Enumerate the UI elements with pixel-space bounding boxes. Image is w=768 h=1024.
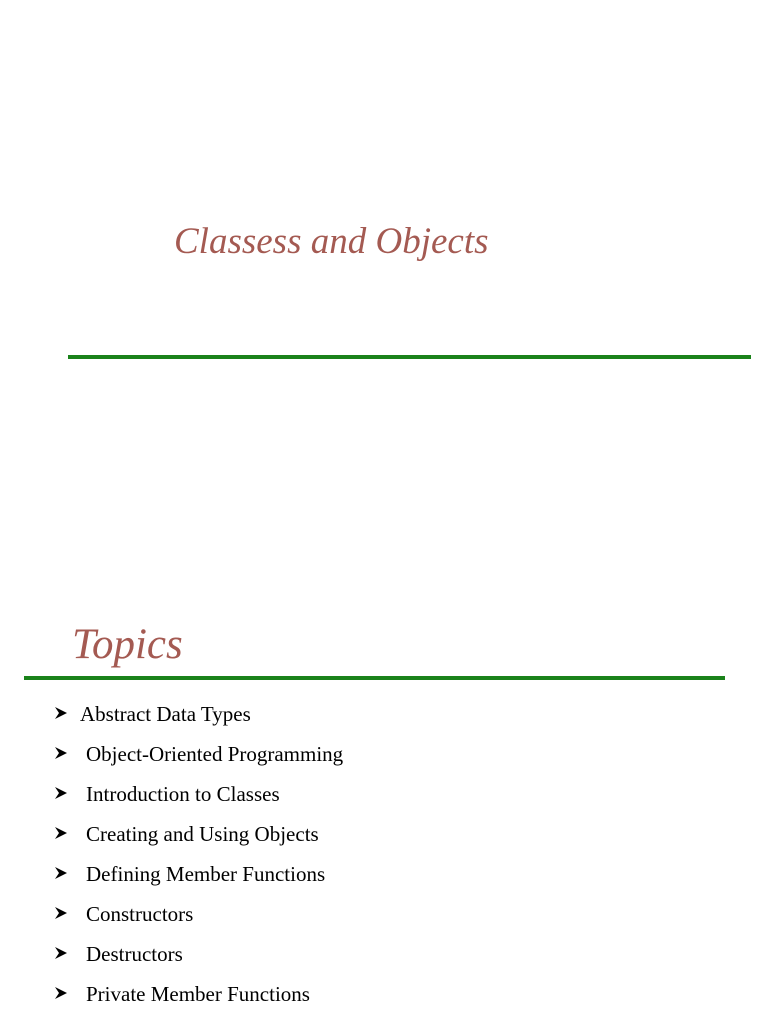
arrow-bullet-icon (54, 906, 68, 920)
topic-label: Introduction to Classes (86, 782, 280, 806)
topics-list (54, 701, 343, 1021)
section-title: Topics (72, 621, 183, 668)
arrow-bullet-icon (54, 786, 68, 800)
title-divider (68, 355, 751, 359)
topic-item (54, 861, 343, 901)
arrow-bullet-icon (54, 986, 68, 1000)
topic-label: Defining Member Functions (86, 862, 326, 886)
arrow-bullet-icon (54, 826, 68, 840)
topic-label: Constructors (86, 902, 194, 926)
topic-item (54, 941, 343, 981)
topic-item (54, 701, 343, 741)
topic-label: Destructors (86, 942, 183, 966)
arrow-bullet-icon (54, 746, 68, 760)
arrow-bullet-icon (54, 866, 68, 880)
topic-item (54, 741, 343, 781)
topic-label: Object-Oriented Programming (86, 742, 344, 766)
topic-item (54, 821, 343, 861)
section-divider (24, 676, 725, 680)
topic-label: Private Member Functions (86, 982, 310, 1006)
arrow-bullet-icon (54, 946, 68, 960)
slide-title: Classess and Objects (174, 221, 489, 262)
topic-label: Abstract Data Types (80, 702, 251, 726)
topic-item (54, 781, 343, 821)
topic-item (54, 981, 343, 1021)
arrow-bullet-icon (54, 706, 68, 720)
topic-item (54, 901, 343, 941)
topic-label: Creating and Using Objects (86, 822, 319, 846)
